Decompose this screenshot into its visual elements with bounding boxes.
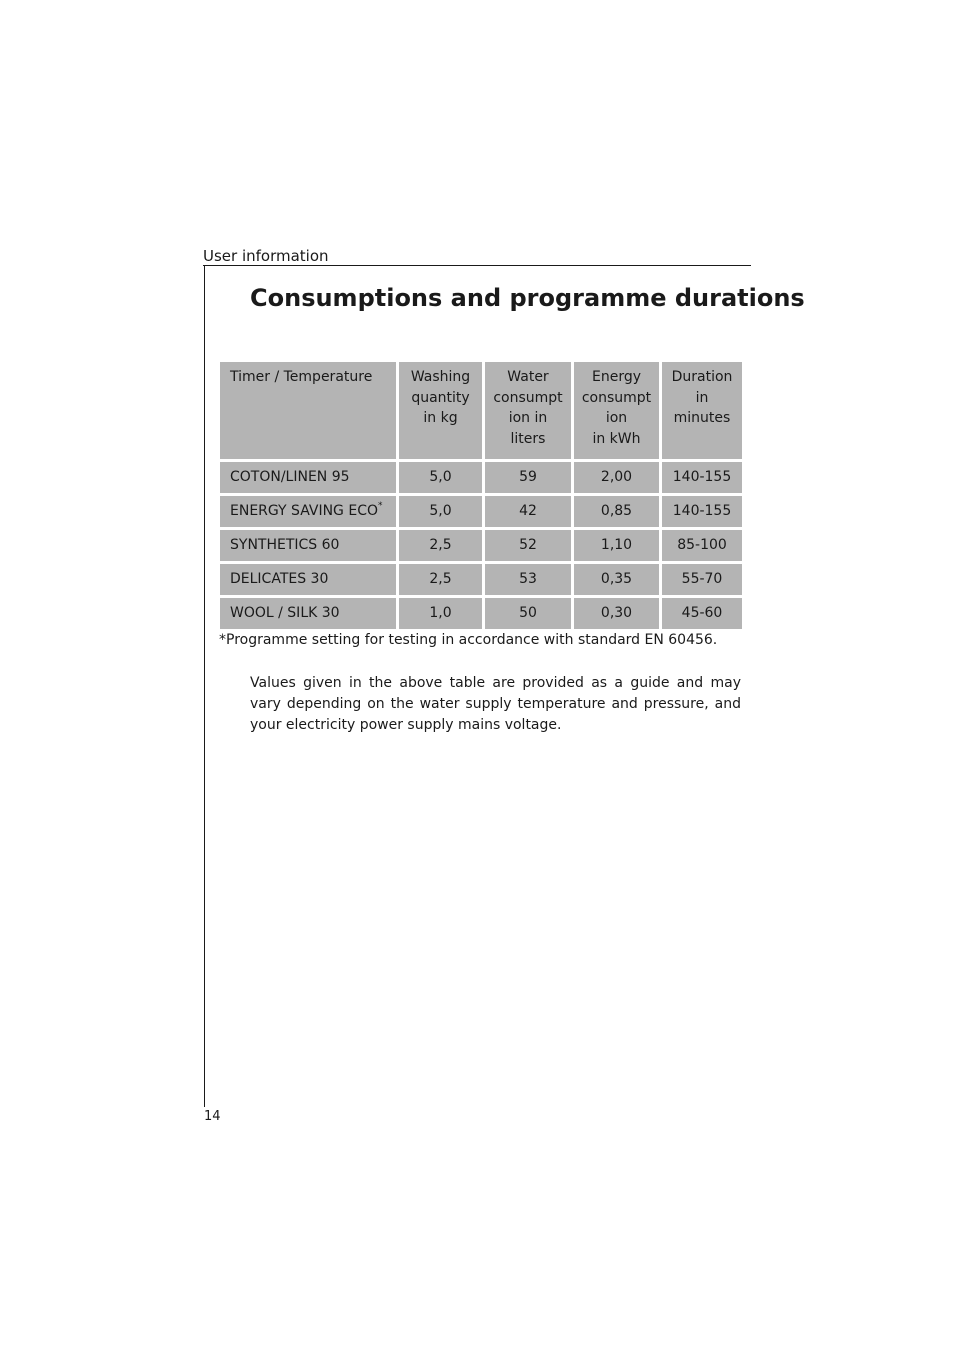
- water-cell: 52: [485, 530, 571, 561]
- header-water-consumption: Water consumpt ion in liters: [485, 362, 571, 459]
- header-washing-quantity: Washing quantity in kg: [399, 362, 482, 459]
- header-duration: Duration in minutes: [662, 362, 742, 459]
- energy-cell: 1,10: [574, 530, 659, 561]
- water-cell: 53: [485, 564, 571, 595]
- quantity-cell: 1,0: [399, 598, 482, 629]
- guide-note-paragraph: Values given in the above table are provided as a guide and may vary depending on the water supply temperature and pressure, and your electricity power supply mains voltage.: [250, 675, 741, 733]
- energy-cell: 0,35: [574, 564, 659, 595]
- water-cell: 59: [485, 462, 571, 493]
- programme-cell: DELICATES 30: [220, 564, 396, 595]
- page-title: Consumptions and programme durations: [250, 284, 805, 312]
- table-row: [220, 530, 742, 561]
- quantity-cell: 5,0: [399, 496, 482, 527]
- table-header-row: [220, 362, 742, 459]
- water-cell: 50: [485, 598, 571, 629]
- duration-cell: 45-60: [662, 598, 742, 629]
- duration-cell: 55-70: [662, 564, 742, 595]
- duration-cell: 140-155: [662, 496, 742, 527]
- energy-cell: 0,85: [574, 496, 659, 527]
- margin-rule: [204, 265, 205, 1107]
- table-row: [220, 598, 742, 629]
- quantity-cell: 5,0: [399, 462, 482, 493]
- programme-cell: ENERGY SAVING ECO*: [220, 496, 396, 527]
- quantity-cell: 2,5: [399, 564, 482, 595]
- section-label: User information: [203, 247, 329, 265]
- header-energy-consumption: Energy consumpt ion in kWh: [574, 362, 659, 459]
- programme-cell: SYNTHETICS 60: [220, 530, 396, 561]
- water-cell: 42: [485, 496, 571, 527]
- page-number: 14: [204, 1109, 221, 1124]
- duration-cell: 85-100: [662, 530, 742, 561]
- programme-cell: WOOL / SILK 30: [220, 598, 396, 629]
- quantity-cell: 2,5: [399, 530, 482, 561]
- table-row: [220, 462, 742, 493]
- header-rule: [203, 265, 751, 266]
- footnote-marker: *: [378, 500, 383, 511]
- table-row: [220, 564, 742, 595]
- table-row: [220, 496, 742, 527]
- consumption-table: [217, 359, 745, 632]
- energy-cell: 2,00: [574, 462, 659, 493]
- header-timer-temperature: Timer / Temperature: [220, 362, 396, 459]
- energy-cell: 0,30: [574, 598, 659, 629]
- programme-cell: COTON/LINEN 95: [220, 462, 396, 493]
- duration-cell: 140-155: [662, 462, 742, 493]
- footnote: *Programme setting for testing in accordance with standard EN 60456.: [219, 632, 718, 648]
